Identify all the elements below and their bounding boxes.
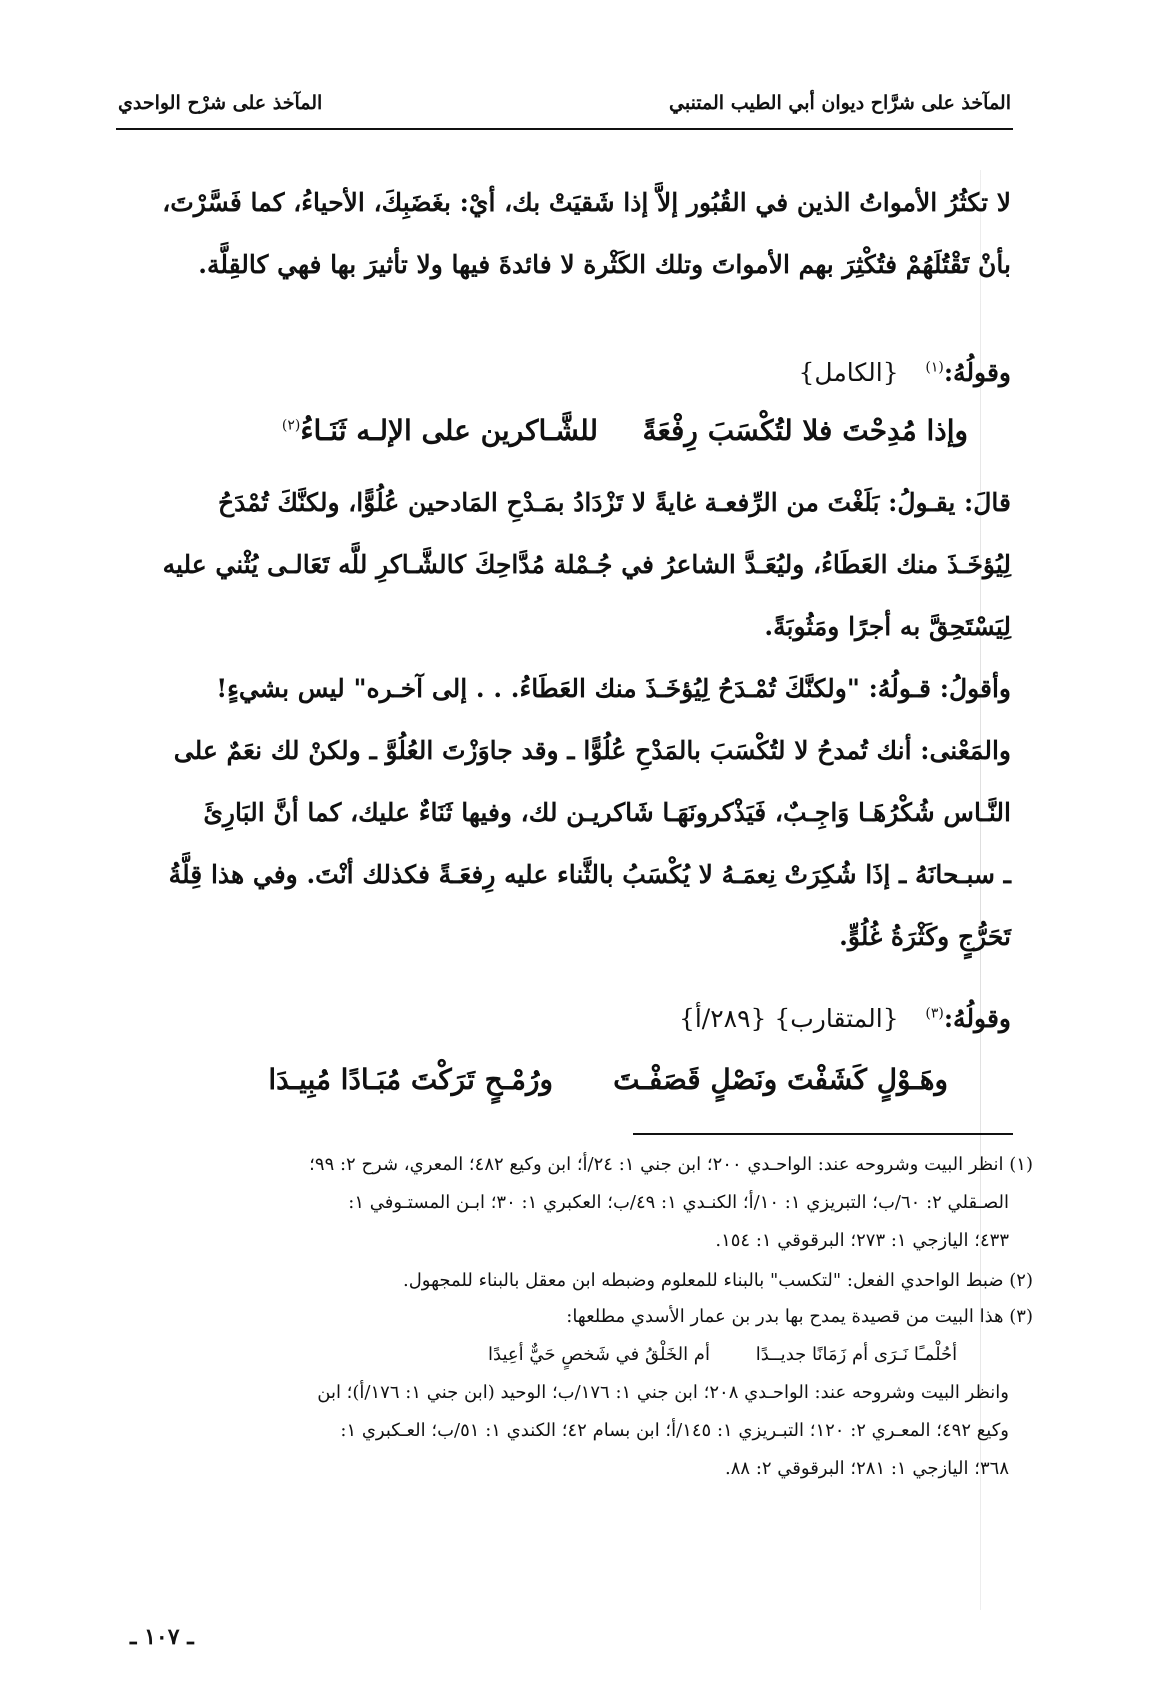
footnote-1 <box>118 1146 1033 1260</box>
hemistich-text: للشَّـاكرين على الإلـه ثَنَـاءُ <box>300 414 598 447</box>
footnote-line: ٣٦٨؛ اليازجي ١: ٢٨١؛ البرقوقي ٢: ٨٨. <box>725 1458 1009 1479</box>
text-line: قالَ: يقـولُ: بَلَغْتَ من الرِّفعـة غايةً لا تَزْدَادُ بمَـدْحِ المَادحين عُلُوًّا، ولكنَّكَ تُمْدَحُ <box>218 488 1011 517</box>
text-line: النَّـاس شُكْرُهَـا وَاجِـبٌ، فَيَذْكرونَهَـا شَاكريـن لك، وفيها ثَنَاءٌ عليك، كما أنَّ البَارِئَ <box>203 798 1011 827</box>
text-line: وأقولُ: قـولُهُ: "ولكنَّكَ تُمْـدَحُ لِيُؤخَـذَ منك العَطَاءُ. . . إلى آخـره" ليس بشيءٍ! <box>216 674 1011 703</box>
verse-2-first-hemistich: وهَـوْلٍ كَشَفْتَ ونَصْلٍ قَصَفْـتَ <box>613 1063 948 1096</box>
text-line: لِيَسْتَحِقَّ به أجرًا ومَثُوبَةً. <box>764 612 1011 641</box>
verse-intro-1 <box>799 358 1012 387</box>
verse-intro-2 <box>679 1004 1011 1033</box>
running-header-left: المآخذ على شرْح الواحدي <box>118 92 323 114</box>
paragraph-commentary-2 <box>116 472 1011 968</box>
page-number: ـ ١٠٧ ـ <box>130 1624 194 1650</box>
poem-second-hemistich: أم الخَلْقُ في شَخصٍ حَيٌّ أعِيدًا <box>488 1344 710 1365</box>
footnote-ref: (٣) <box>925 1005 944 1022</box>
footnote-line: وكيع ٤٩٢؛ المعـري ٢: ١٢٠؛ التبـريزي ١: ١٤٥/أ؛ ابن بسام ٤٢؛ الكندي ١: ٥١/ب؛ العـكبري ١: <box>340 1420 1009 1441</box>
footnote-line: الصـقلي ٢: ٦٠/ب؛ التبريزي ١: ١٠/أ؛ الكنـدي ١: ٤٩/ب؛ العكبري ١: ٣٠؛ ابـن المستـوفي ١: <box>348 1192 1009 1213</box>
verse-2-second-hemistich: ورُمْـحٍ تَرَكْتَ مُبَـادًا مُبِيـدَا <box>268 1063 553 1096</box>
footnote-ref: (١) <box>925 359 944 376</box>
header-rule <box>116 128 1013 130</box>
meter-name: {الكامل} <box>798 358 899 387</box>
text-line: والمَعْنى: أنك تُمدحُ لا لتُكْسَبَ بالمَدْحِ عُلُوًّا ـ وقد جاوَزْتَ العُلُوَّ ـ ولكنْ لك نعَمٌ على <box>173 736 1011 765</box>
footnote-line: (١) انظر البيت وشروحه عند: الواحـدي ٢٠٠؛ ابن جني ١: ٢٤/أ؛ ابن وكيع ٤٨٢؛ المعري، شرح ٢: ٩٩؛ <box>309 1154 1033 1175</box>
poem-first-hemistich: أحُلْمـًا نَـرَى أم زَمَانًا جديــدًا <box>755 1344 958 1365</box>
text-line: لِيُؤخَـذَ منك العَطَاءُ، وليُعَـدَّ الشاعرُ في جُـمْلة مُدَّاحِكَ كالشَّـاكرِ للَّه تَعَالـى يُثْني عليه <box>162 550 1011 579</box>
text-line: ـ سبـحانَهُ ـ إذَا شُكِرَتْ نِعمَـهُ لا يُكْسَبُ بالثَّناء عليه رِفعَـةً فكذلك أنْتَ. وفي هذا قِلَّةُ <box>168 860 1011 889</box>
intro-label: وقولُهُ: <box>943 358 1011 387</box>
footnote-rule <box>633 1133 1013 1135</box>
meter-name: {المتقارب} {٢٨٩/أ} <box>678 1004 899 1033</box>
footnote-line: وانظر البيت وشروحه عند: الواحـدي ٢٠٨؛ ابن جني ١: ١٧٦/ب؛ الوحيد (ابن جني ١: ١٧٦/أ)؛ ابن <box>317 1382 1009 1403</box>
text-line: لا تكثُرُ الأمواتُ الذين في القُبُور إلاَّ إذا شَقيَتْ بك، أيْ: بغَضَبِكَ، الأحياءُ، كما فَسَّرْتَ، <box>162 188 1011 217</box>
footnote-ref: (٢) <box>281 417 301 434</box>
intro-label: وقولُهُ: <box>943 1004 1011 1033</box>
verse-1-second-hemistich <box>282 414 598 447</box>
text-line: بأنْ تَقْتُلَهُمْ فتُكْثِرَ بهم الأمواتَ وتلك الكَثْرة لا فائدةَ فيها ولا تأثيرَ بها فهي كالقِلَّة. <box>198 250 1011 279</box>
running-header-right: المآخذ على شرَّاح ديوان أبي الطيب المتنبي <box>669 92 1011 114</box>
footnote-line: ٤٣٣؛ اليازجي ١: ٢٧٣؛ البرقوقي ١: ١٥٤. <box>715 1230 1009 1251</box>
paragraph-commentary-1 <box>116 172 1011 296</box>
footnote-line: (٢) ضبط الواحدي الفعل: "لتكسب" بالبناء للمعلوم وضبطه ابن معقل بالبناء للمجهول. <box>402 1270 1033 1291</box>
footnote-3 <box>118 1298 1033 1488</box>
text-line: تَحَرُّجٍ وكَثْرَةُ غُلُوٍّ. <box>839 922 1011 951</box>
verse-1-first-hemistich: وإذا مُدِحْتَ فلا لتُكْسَبَ رِفْعَةً <box>642 414 968 447</box>
footnote-line: (٣) هذا البيت من قصيدة يمدح بها بدر بن عمار الأسدي مطلعها: <box>566 1306 1033 1327</box>
footnote-poem <box>118 1336 1033 1374</box>
footnote-2 <box>118 1262 1033 1300</box>
